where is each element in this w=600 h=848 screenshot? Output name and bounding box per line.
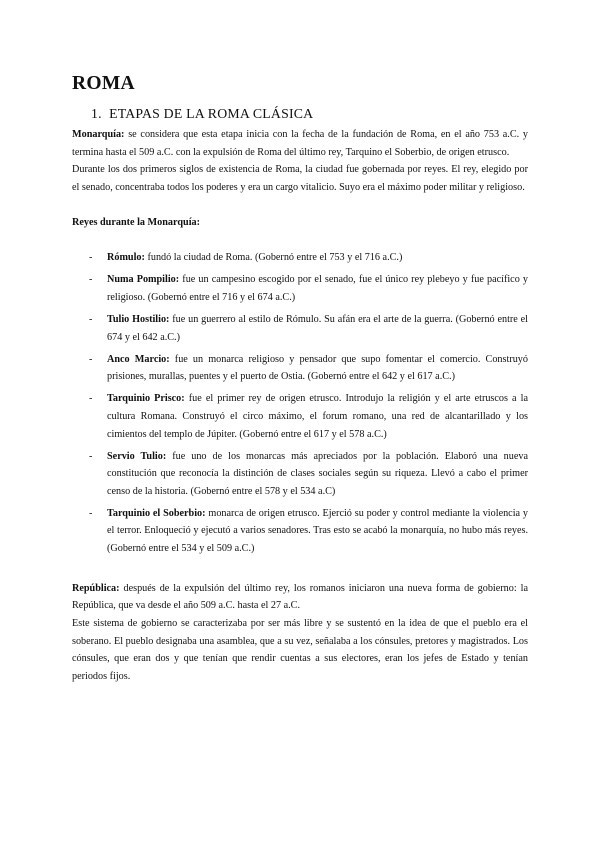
- list-item: - Tarquinio Prisco: fue el primer rey de origen etrusco. Introdujo la religión y el arte etruscos a la cultura Romana. Construyó el circo máximo, el forum romano, una red de alcantarillado y los cimientos del templo de Júpiter. (Gobernó entre el 617 y el 578 a.C.): [89, 393, 529, 440]
- king-description: fue el primer rey de origen etrusco. Introdujo la religión y el arte etruscos a la cultura Romana. Construyó el circo máximo, el forum romano, una red de alcantarillado y los cimientos del templo de Júpiter. (Gobernó entre el 617 y el 578 a.C.): [107, 393, 529, 440]
- king-name: Tarquinio el Soberbio:: [107, 507, 206, 519]
- list-item: - Tarquinio el Soberbio: monarca de origen etrusco. Ejerció su poder y control mediante la violencia y el terror. Enloqueció y ejecutó a varios senadores. Tras esto se acabó la monarquía, no hubo más reyes. (Gobernó entre el 534 y el 509 a.C.): [89, 507, 528, 555]
- list-item: - Tulio Hostilio: fue un guerrero al estilo de Rómulo. Su afán era el arte de la guerra. (Gobernó entre el 674 y el 642 a.C.): [89, 313, 528, 343]
- document-title: ROMA: [72, 73, 135, 94]
- king-description: fue un campesino escogido por el senado, fue el único rey plebeyo y fue pacífico y religioso. (Gobernó entre el 716 y el 674 a.C.): [107, 274, 529, 303]
- section-heading: [91, 102, 528, 126]
- king-description: fundó la ciudad de Roma. (Gobernó entre el 753 y el 716 a.C.): [147, 252, 403, 264]
- monarquia-text: se considera que esta etapa inicia con la fecha de la fundación de Roma, en el año 753 a.C. y termina hasta el 509 a.C. con la expulsión de Roma del último rey, Tarquino el Soberbio, de origen etrusco.: [72, 129, 528, 158]
- list-item: - Servio Tulio: fue uno de los monarcas más apreciados por la población. Elaboró una nueva constitución que reconocía la distinción de clases sociales según su riqueza. Llevó a cabo el primer censo de la historia. (Gobernó entre el 578 y el 534 a.C): [89, 450, 529, 497]
- kings-list: [72, 249, 528, 558]
- document-page: [72, 66, 528, 685]
- king-description: monarca de origen etrusco. Ejerció su poder y control mediante la violencia y el terror. Enloqueció y ejecutó a varios senadores. Tras esto se acabó la monarquía, no hubo más reyes. (Gobernó entre el 534 y el 509 a.C.): [107, 507, 528, 555]
- king-description: fue un guerrero al estilo de Rómulo. Su afán era el arte de la guerra. (Gobernó entre el 674 y el 642 a.C.): [107, 313, 528, 343]
- republica-label: República:: [72, 582, 120, 594]
- republica-paragraph: [72, 580, 528, 615]
- monarquia-description: Durante los dos primeros siglos de existencia de Roma, la ciudad fue gobernada por reyes. El rey, elegido por el senado, concentraba todos los poderes y era un cargo vitalicio. Suyo era el máximo poder militar y religioso.: [72, 164, 528, 193]
- king-description: fue uno de los monarcas más apreciados por la población. Elaboró una nueva constitución que reconocía la distinción de clases sociales según su riqueza. Llevó a cabo el primer censo de la historia. (Gobernó entre el 578 y el 534 a.C): [107, 450, 529, 497]
- king-name: Rómulo:: [107, 252, 145, 264]
- republica-text: después de la expulsión del último rey, los romanos iniciaron una nueva forma de gobierno: la República, que va desde el año 509 a.C. hasta el 27 a.C.: [72, 582, 528, 612]
- list-item: - Numa Pompilio: fue un campesino escogido por el senado, fue el único rey plebeyo y fue pacífico y religioso. (Gobernó entre el 716 y el 674 a.C.): [89, 274, 529, 303]
- republica-description: Este sistema de gobierno se caracterizaba por ser más libre y se sustentó en la idea de que el pueblo era el soberano. El pueblo designaba una asamblea, que a su vez, señalaba a los cónsules, pretores y magistrados. Los cónsules, que eran dos y que tenían que rendir cuentas a sus electores, eran los jefes de Estado y tenían periodos fijos.: [72, 617, 528, 682]
- king-name: Anco Marcio:: [107, 353, 170, 365]
- section-title: ETAPAS DE LA ROMA CLÁSICA: [109, 106, 314, 121]
- king-name: Numa Pompilio:: [107, 274, 180, 286]
- reyes-heading: Reyes durante la Monarquía:: [72, 216, 201, 228]
- king-name: Servio Tulio:: [107, 450, 167, 462]
- list-item: - Anco Marcio: fue un monarca religioso y pensador que supo fomentar el comercio. Construyó prisiones, murallas, puentes y el puerto de Ostia. (Gobernó entre el 642 y el 617 a.C.): [89, 353, 528, 383]
- king-description: fue un monarca religioso y pensador que supo fomentar el comercio. Construyó prisiones, murallas, puentes y el puerto de Ostia. (Gobernó entre el 642 y el 617 a.C.): [107, 353, 528, 383]
- section-number: 1.: [91, 106, 102, 121]
- king-name: Tarquinio Prisco:: [107, 393, 185, 405]
- king-name: Tulio Hostilio:: [107, 313, 170, 325]
- monarquia-label: Monarquía:: [72, 129, 125, 140]
- list-item: - Rómulo: fundó la ciudad de Roma. (Gobernó entre el 753 y el 716 a.C.): [89, 252, 403, 264]
- monarquia-paragraph: [72, 126, 528, 161]
